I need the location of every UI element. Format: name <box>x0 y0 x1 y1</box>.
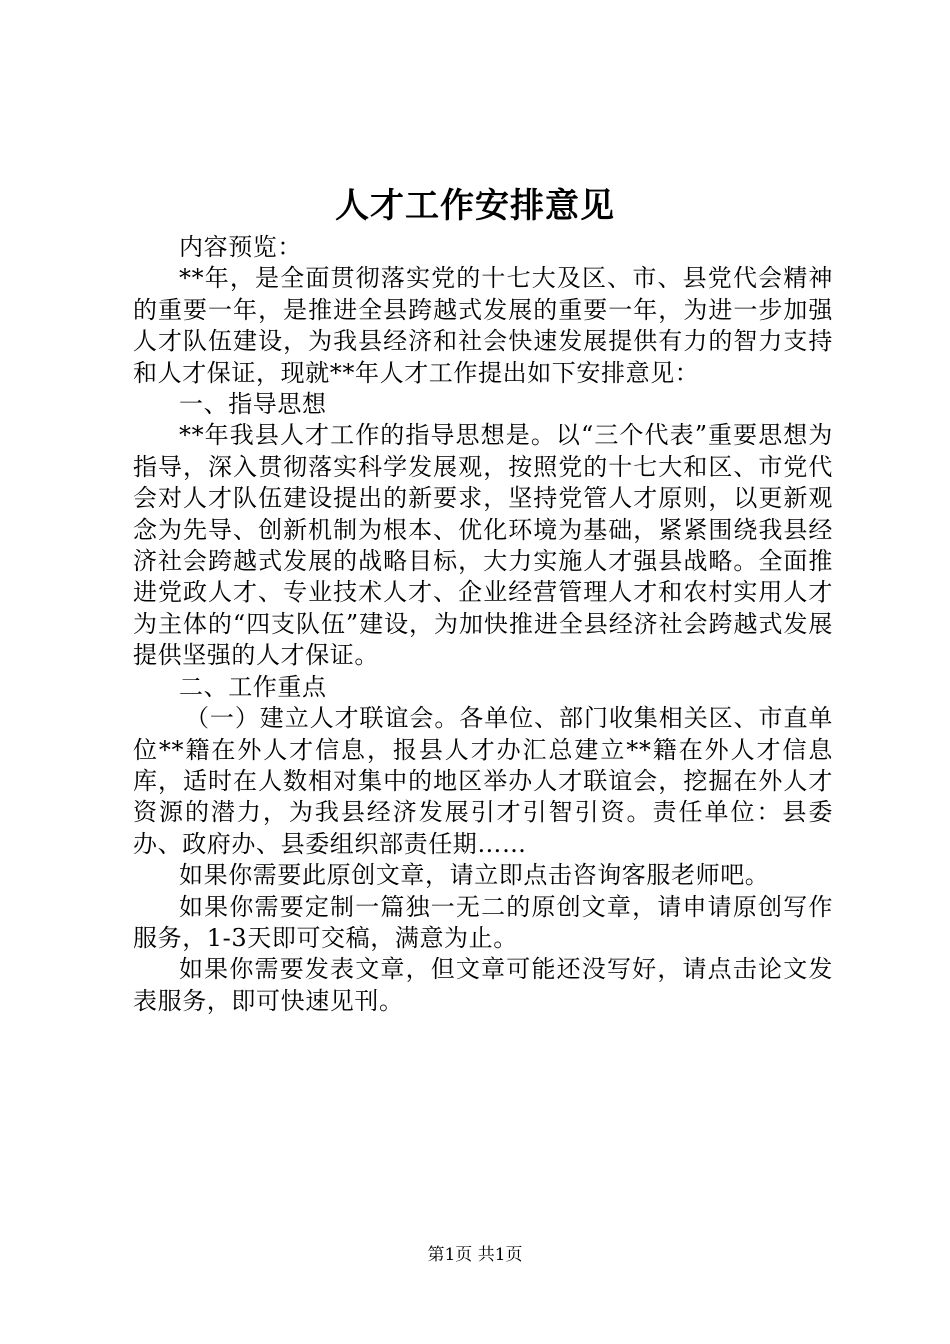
document-title: 人才工作安排意见 <box>335 186 615 226</box>
promo-paragraph-consult: 如果你需要此原创文章，请立即点击咨询客服老师吧。 <box>179 861 770 890</box>
document-body <box>133 232 833 1017</box>
promo-paragraph-custom: 如果你需要定制一篇独一无二的原创文章，请申请原创写作服务，1-3天即可交稿，满意为止。 <box>133 892 833 952</box>
page-number-footer: 第1页 共1页 <box>427 1245 523 1265</box>
promo-paragraph-publish: 如果你需要发表文章，但文章可能还没写好，请点击论文发表服务，即可快速见刊。 <box>133 955 833 1015</box>
preview-label: 内容预览： <box>179 233 302 261</box>
work-focus-paragraph: （一）建立人才联谊会。各单位、部门收集相关区、市直单位**籍在外人才信息，报县人才办汇总建立**籍在外人才信息库，适时在人数相对集中的地区举办人才联谊会，挖掘在外人才资源的潜力，为我县经济发展引才引智引资。责任单位：县委办、政府办、县委组织部责任期…… <box>133 704 833 858</box>
intro-paragraph: **年，是全面贯彻落实党的十七大及区、市、县党代会精神的重要一年，是推进全县跨越式发展的重要一年，为进一步加强人才队伍建设，为我县经济和社会快速发展提供有力的智力支持和人才保证，现就**年人才工作提出如下安排意见： <box>133 264 833 387</box>
section-heading-guiding-thought: 一、指导思想 <box>179 390 327 419</box>
section-heading-work-focus: 二、工作重点 <box>179 672 327 701</box>
guiding-thought-paragraph: **年我县人才工作的指导思想是。以“三个代表”重要思想为指导，深入贯彻落实科学发展观，按照党的十七大和区、市党代会对人才队伍建设提出的新要求，坚持党管人才原则，以更新观念为先导、创新机制为根本、优化环境为基础，紧紧围绕我县经济社会跨越式发展的战略目标，大力实施人才强县战略。全面推进党政人才、专业技术人才、企业经营管理人才和农村实用人才为主体的“四支队伍”建设，为加快推进全县经济社会跨越式发展提供坚强的人才保证。 <box>133 421 833 670</box>
